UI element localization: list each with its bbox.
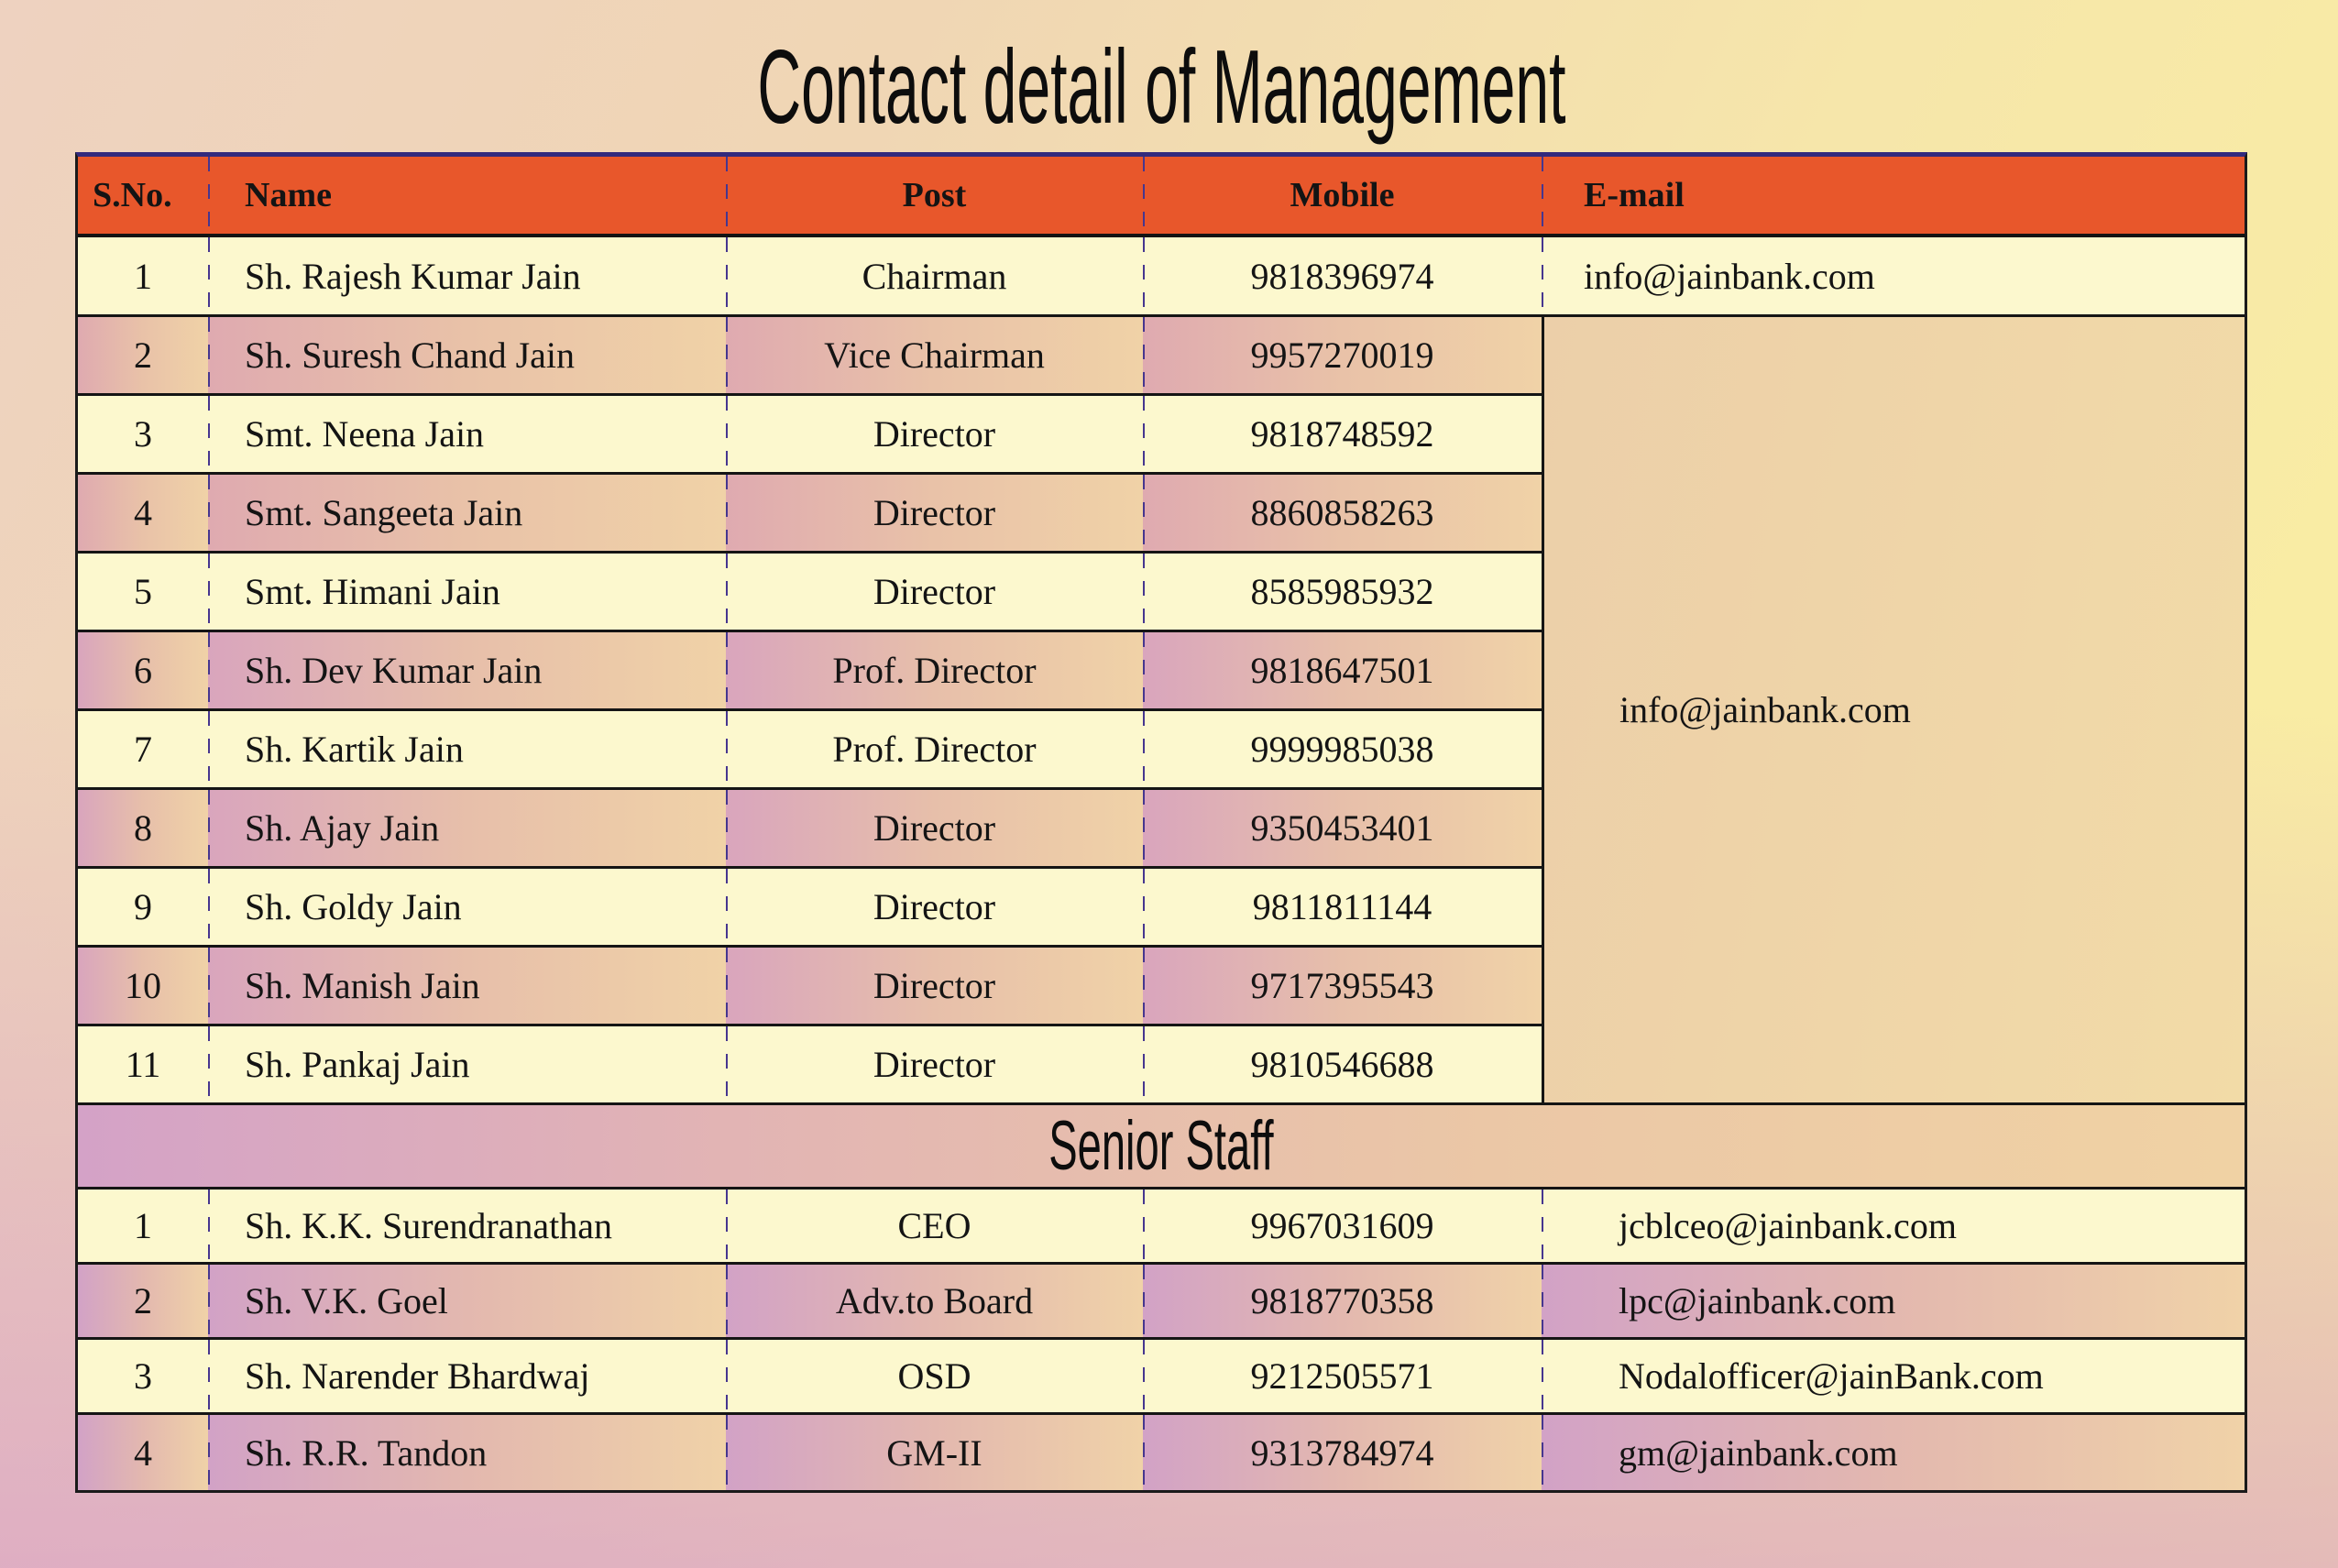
header-cell-mobile: Mobile bbox=[1143, 157, 1542, 237]
contacts-table bbox=[75, 152, 2247, 1493]
name-cell: Sh. Pankaj Jain bbox=[208, 1026, 726, 1105]
header-cell-name: Name bbox=[208, 157, 726, 237]
name-cell: Sh. R.R. Tandon bbox=[208, 1415, 726, 1490]
sno-cell: 10 bbox=[78, 948, 208, 1026]
email-cell: lpc@jainbank.com bbox=[1542, 1265, 2245, 1340]
name-cell: Sh. Narender Bhardwaj bbox=[208, 1340, 726, 1415]
sno-cell: 5 bbox=[78, 554, 208, 632]
mobile-cell: 9811811144 bbox=[1143, 869, 1542, 948]
post-cell: GM-II bbox=[726, 1415, 1143, 1490]
mobile-cell: 9818770358 bbox=[1143, 1265, 1542, 1340]
page-title-wrap bbox=[75, 27, 2247, 147]
name-cell: Smt. Sangeeta Jain bbox=[208, 475, 726, 554]
senior-staff-title: Senior Staff bbox=[1048, 1107, 1274, 1185]
sno-cell: 2 bbox=[78, 1265, 208, 1340]
email-cell: Nodalofficer@jainBank.com bbox=[1542, 1340, 2245, 1415]
senior-staff-band bbox=[78, 1105, 2245, 1190]
post-cell: Director bbox=[726, 1026, 1143, 1105]
email-cell: info@jainbank.com bbox=[1542, 237, 2245, 317]
email-cell: jcblceo@jainbank.com bbox=[1542, 1190, 2245, 1265]
mobile-cell: 8860858263 bbox=[1143, 475, 1542, 554]
sno-cell: 7 bbox=[78, 711, 208, 790]
name-cell: Sh. Dev Kumar Jain bbox=[208, 632, 726, 711]
sno-cell: 2 bbox=[78, 317, 208, 396]
mobile-cell: 9212505571 bbox=[1143, 1340, 1542, 1415]
sno-cell: 8 bbox=[78, 790, 208, 869]
page-title: Contact detail of Management bbox=[756, 28, 1566, 146]
header-cell-post: Post bbox=[726, 157, 1143, 237]
sno-cell: 9 bbox=[78, 869, 208, 948]
post-cell: Director bbox=[726, 554, 1143, 632]
post-cell: Director bbox=[726, 869, 1143, 948]
sno-cell: 3 bbox=[78, 396, 208, 475]
merged-email-cell: info@jainbank.com bbox=[1542, 317, 2245, 1105]
name-cell: Sh. Rajesh Kumar Jain bbox=[208, 237, 726, 317]
header-cell-sno: S.No. bbox=[78, 157, 208, 237]
email-cell: gm@jainbank.com bbox=[1542, 1415, 2245, 1490]
post-cell: CEO bbox=[726, 1190, 1143, 1265]
sno-cell: 4 bbox=[78, 1415, 208, 1490]
post-cell: Chairman bbox=[726, 237, 1143, 317]
post-cell: OSD bbox=[726, 1340, 1143, 1415]
mobile-cell: 9999985038 bbox=[1143, 711, 1542, 790]
mobile-cell: 9967031609 bbox=[1143, 1190, 1542, 1265]
sno-cell: 1 bbox=[78, 237, 208, 317]
mobile-cell: 9313784974 bbox=[1143, 1415, 1542, 1490]
name-cell: Sh. Suresh Chand Jain bbox=[208, 317, 726, 396]
sno-cell: 6 bbox=[78, 632, 208, 711]
sno-cell: 1 bbox=[78, 1190, 208, 1265]
mobile-cell: 8585985932 bbox=[1143, 554, 1542, 632]
name-cell: Sh. K.K. Surendranathan bbox=[208, 1190, 726, 1265]
mobile-cell: 9957270019 bbox=[1143, 317, 1542, 396]
post-cell: Vice Chairman bbox=[726, 317, 1143, 396]
name-cell: Sh. Ajay Jain bbox=[208, 790, 726, 869]
name-cell: Smt. Himani Jain bbox=[208, 554, 726, 632]
sno-cell: 4 bbox=[78, 475, 208, 554]
header-cell-email: E-mail bbox=[1542, 157, 2245, 237]
post-cell: Prof. Director bbox=[726, 632, 1143, 711]
post-cell: Director bbox=[726, 790, 1143, 869]
mobile-cell: 9810546688 bbox=[1143, 1026, 1542, 1105]
name-cell: Sh. V.K. Goel bbox=[208, 1265, 726, 1340]
post-cell: Director bbox=[726, 475, 1143, 554]
sno-cell: 3 bbox=[78, 1340, 208, 1415]
name-cell: Sh. Kartik Jain bbox=[208, 711, 726, 790]
post-cell: Director bbox=[726, 948, 1143, 1026]
name-cell: Smt. Neena Jain bbox=[208, 396, 726, 475]
post-cell: Prof. Director bbox=[726, 711, 1143, 790]
name-cell: Sh. Manish Jain bbox=[208, 948, 726, 1026]
mobile-cell: 9818396974 bbox=[1143, 237, 1542, 317]
post-cell: Director bbox=[726, 396, 1143, 475]
sno-cell: 11 bbox=[78, 1026, 208, 1105]
mobile-cell: 9350453401 bbox=[1143, 790, 1542, 869]
mobile-cell: 9818748592 bbox=[1143, 396, 1542, 475]
name-cell: Sh. Goldy Jain bbox=[208, 869, 726, 948]
mobile-cell: 9717395543 bbox=[1143, 948, 1542, 1026]
post-cell: Adv.to Board bbox=[726, 1265, 1143, 1340]
mobile-cell: 9818647501 bbox=[1143, 632, 1542, 711]
